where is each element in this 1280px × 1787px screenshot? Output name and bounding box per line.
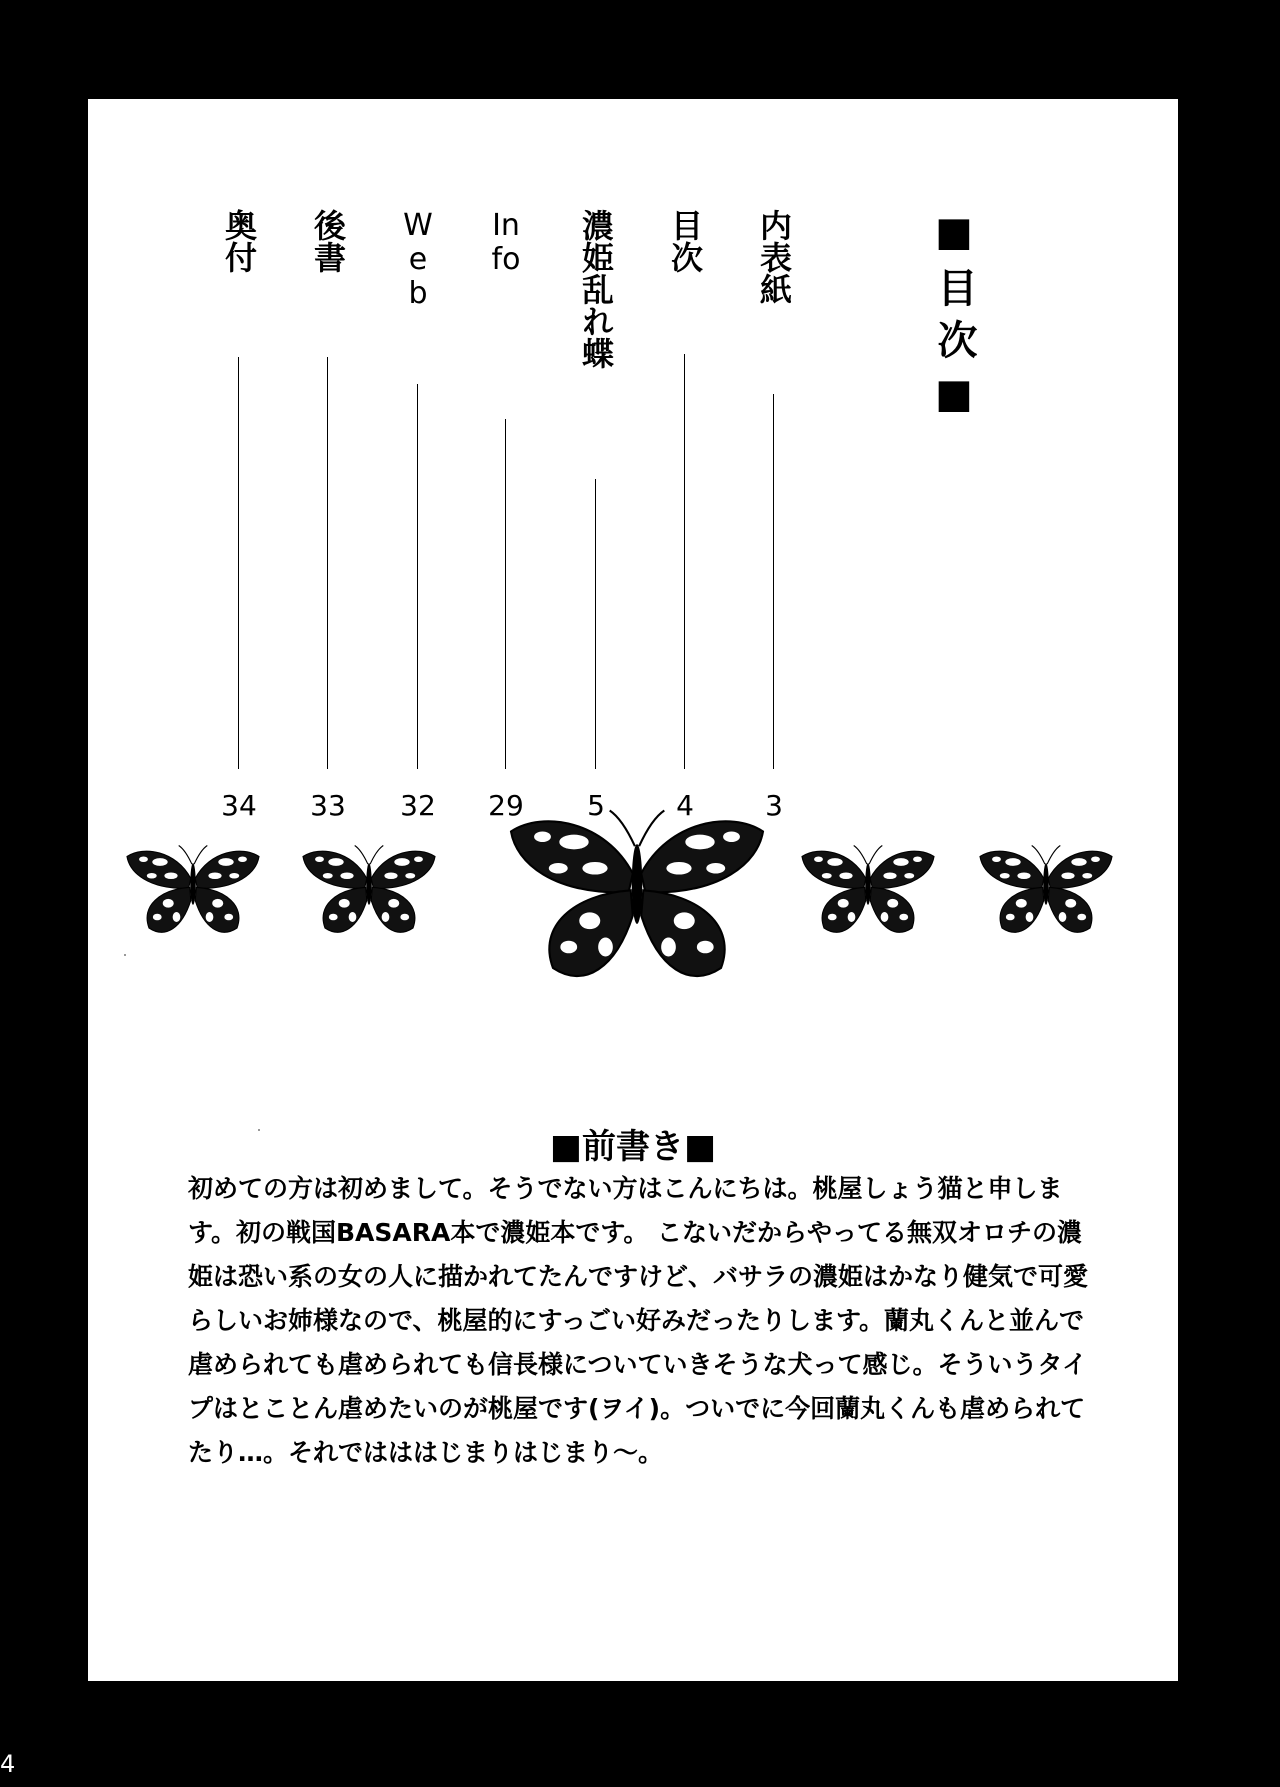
toc-label: Info bbox=[491, 208, 521, 277]
print-speck bbox=[258, 1129, 260, 1131]
toc-label: Web bbox=[403, 208, 433, 311]
document-page bbox=[88, 99, 1178, 1681]
toc-label: 奥付 bbox=[220, 209, 258, 273]
toc-leader-line bbox=[595, 479, 596, 769]
toc-label: 内表紙 bbox=[755, 209, 793, 305]
toc-entry-info bbox=[476, 209, 536, 829]
toc-page-number: 5 bbox=[587, 789, 605, 822]
print-speck bbox=[124, 954, 126, 956]
toc-label: 後書 bbox=[309, 209, 347, 273]
toc-heading: ■目次■ bbox=[931, 209, 977, 429]
toc-page-number: 3 bbox=[765, 789, 783, 822]
toc-entry-inner-cover bbox=[744, 209, 804, 829]
toc-leader-line bbox=[327, 357, 328, 769]
toc-entry-colophon bbox=[209, 209, 269, 829]
toc-leader-line bbox=[505, 419, 506, 769]
toc-entry-web bbox=[388, 209, 448, 829]
toc-label: 目次 bbox=[666, 209, 704, 273]
preface-title: ■前書き■ bbox=[549, 1127, 717, 1167]
toc-entry bbox=[922, 203, 982, 823]
toc-page-number: 4 bbox=[676, 789, 694, 822]
toc-leader-line bbox=[773, 394, 774, 769]
toc-entry-afterword bbox=[298, 209, 358, 829]
toc-leader-line bbox=[417, 384, 418, 769]
butterfly-ornament-row bbox=[88, 789, 1178, 999]
preface-body: 初めての方は初めまして。そうでない方はこんにちは。桃屋しょう猫と申します。初の戦国BASARA本で濃姫本です。 こないだからやってる無双オロチの濃姫は恐い系の女の人に描かれてたんですけど、バサラの濃姫はかなり健気で可愛らしいお姉様なので、桃屋的にすっごい好みだったりします。蘭丸くんと並んで虐められても虐められても信長様についていきそうな犬って感じ。そういうタイプはとことん虐めたいのが桃屋です(ヲイ)。ついでに今回蘭丸くんも虐められてたり…。それではははじまりはじまり〜。 bbox=[188, 1174, 1089, 1467]
toc-entry-story bbox=[566, 209, 626, 829]
toc-leader-line bbox=[238, 357, 239, 769]
toc-page-number: 29 bbox=[488, 789, 524, 822]
page-number: 4 bbox=[0, 1750, 16, 1778]
toc-leader-line bbox=[684, 354, 685, 769]
toc-page-number: 33 bbox=[310, 789, 346, 822]
toc-label: 濃姫乱れ蝶 bbox=[577, 209, 615, 369]
toc-page-number: 32 bbox=[400, 789, 436, 822]
toc-entry-contents bbox=[655, 209, 715, 829]
toc-page-number: 34 bbox=[221, 789, 257, 822]
